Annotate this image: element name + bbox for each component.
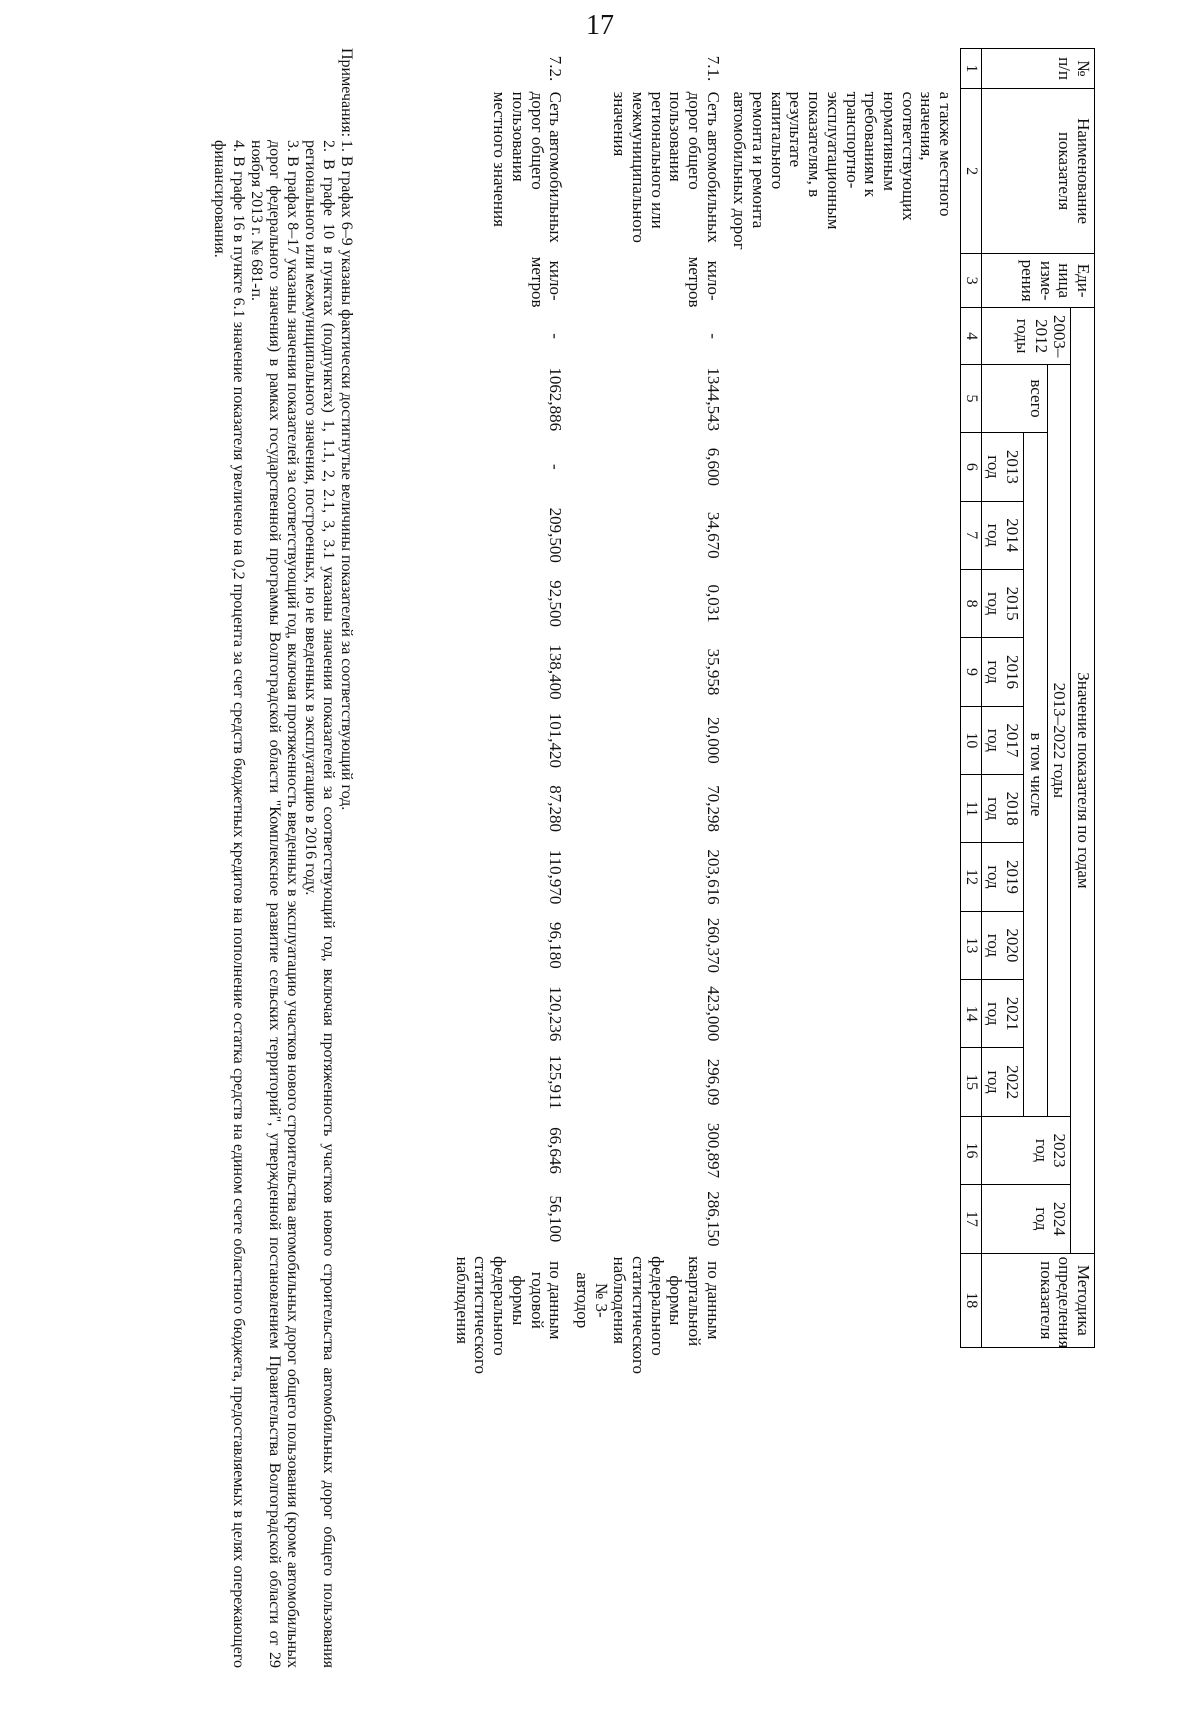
value-2016: 138,400 [546, 644, 566, 700]
note-item: 2. В графе 10 в пунктах (подпунктах) 1, 1.1, 2, 2.1, 3, 3.1 указаны значения показателей за соответствующий год, включая протяженность участков нового строительства автомобильных дорог общего пользования регионального или межмуниципального значения, построенных, но не введенных в эксплуатацию в 2016 году. [301, 140, 337, 1668]
header-year: 2022 год [981, 1048, 1023, 1116]
notes-body [210, 140, 355, 1668]
column-number: 16 [960, 1116, 981, 1184]
value-2015: 0,031 [703, 584, 723, 623]
header-incl: в том числе [1023, 433, 1047, 1117]
note-item: 3. В графах 8–17 указаны значения показателей за соответствующий год, включая протяженность введенных в эксплуатацию участков нового строительства автомобильных дорог общего пользования (кроме автомобильных дорог федерального значения) в рамках государственной программы Волгоградской области "Комплексное развитие сельских территорий", утвержденной постановлением Правительства Волгоградской области от 29 ноября 2013 г. № 681-п. [247, 140, 301, 1668]
value-2022: 125,911 [546, 1054, 566, 1110]
row-name: Сеть автомобильных дорог общего пользования регионального или межмуниципального значения [610, 91, 723, 243]
column-number: 6 [960, 433, 981, 501]
row-unit: кило-метров [527, 256, 566, 308]
column-numbers-row [960, 49, 981, 1348]
header-year: 2015 год [981, 569, 1023, 637]
header-year: 2014 год [981, 501, 1023, 569]
value-2015: 92,500 [546, 580, 566, 627]
value-2020: 96,180 [546, 922, 566, 969]
value-2024: 56,100 [546, 1195, 566, 1243]
row-no: 7.1. [703, 55, 723, 82]
header-year: 2013 год [981, 433, 1023, 501]
value-2023: 300,897 [703, 1122, 723, 1179]
table-row [570, 49, 728, 1348]
column-number: 1 [960, 49, 981, 89]
row-name: Сеть автомобильных дорог общего пользования местного значения [490, 91, 566, 243]
value-2017: 101,420 [546, 712, 566, 768]
header-no: № п/п [981, 49, 1094, 89]
column-number: 3 [960, 254, 981, 308]
value-2003-2012: - [703, 333, 723, 339]
header-method: Методика определения показателя [981, 1253, 1094, 1347]
header-year: 2017 год [981, 706, 1023, 774]
value-2023: 66,646 [546, 1127, 566, 1174]
value-2019: 203,616 [703, 849, 723, 905]
value-2021: 120,236 [546, 986, 566, 1042]
header-2023: 2023 год [981, 1116, 1071, 1184]
page-number: 17 [586, 10, 614, 41]
header-unit: Еди- ница изме- рения [981, 254, 1094, 308]
continuation-row [728, 49, 961, 1348]
row-method: по данным квартальной формы федерального статистического наблюдения № 3-автодор [572, 1256, 723, 1375]
row-no: 7.2. [546, 55, 566, 82]
note-item: 4. В графе 16 в пункте 6.1 значение показателя увеличено на 0,2 процента за счет средств бюджетных кредитов на пополнение остатка средств на едином счете областного бюджета, предоставляемых в целях опережающего финансирования. [211, 140, 247, 1668]
header-year: 2018 год [981, 775, 1023, 843]
header-year: 2021 год [981, 980, 1023, 1048]
header-period: 2013–2022 годы [1047, 364, 1071, 1116]
value-2018: 87,280 [546, 785, 566, 833]
header-year: 2020 год [981, 911, 1023, 979]
column-number: 13 [960, 911, 981, 979]
column-number: 12 [960, 843, 981, 911]
value-2016: 35,958 [703, 648, 723, 696]
value-total: 1344,543 [703, 367, 723, 432]
note-item: 1. В графах 6–9 указаны фактически достигнутые величины показателей за соответствующий год. [338, 140, 355, 811]
value-2003-2012: - [546, 333, 566, 339]
column-number: 9 [960, 638, 981, 706]
row-method: по данным годовой формы федерального статистического наблюдения [452, 1256, 566, 1375]
header-total: всего [981, 364, 1047, 432]
header-values-group: Значение показателя по годам [1071, 308, 1095, 1253]
header-year: 2019 год [981, 843, 1023, 911]
value-2013: 6,600 [703, 447, 723, 486]
column-number: 11 [960, 775, 981, 843]
column-number: 8 [960, 569, 981, 637]
header-2003-2012: 2003– 2012 годы [981, 308, 1071, 365]
column-number: 10 [960, 706, 981, 774]
continuation-text: а также местного значения, соответствующих нормативным требованиям к транспортно-эксплуатационным показателям, в результате капитального ремонта и ремонта автомобильных дорог [730, 91, 955, 250]
header-2024: 2024 год [981, 1185, 1071, 1253]
value-2014: 34,670 [703, 511, 723, 559]
column-number: 7 [960, 501, 981, 569]
column-number: 5 [960, 364, 981, 432]
value-2014: 209,500 [546, 507, 566, 563]
column-number: 15 [960, 1048, 981, 1116]
value-2020: 260,370 [703, 917, 723, 974]
value-2021: 423,000 [703, 986, 723, 1042]
value-2013: - [546, 464, 566, 470]
notes-section [210, 48, 355, 1668]
column-number: 14 [960, 980, 981, 1048]
indicators-table [450, 48, 1095, 1375]
value-2019: 110,970 [546, 849, 566, 905]
row-unit: кило-метров [685, 256, 723, 308]
rotated-page-content [135, 40, 1125, 1680]
value-2022: 296,09 [703, 1058, 723, 1106]
header-year: 2016 год [981, 638, 1023, 706]
table-row [450, 49, 570, 1348]
value-2018: 70,298 [703, 785, 723, 833]
value-2024: 286,150 [703, 1191, 723, 1247]
column-number: 17 [960, 1185, 981, 1253]
notes-label: Примечания: [338, 48, 355, 138]
value-total: 1062,886 [546, 367, 566, 432]
header-name: Наименование показателя [981, 89, 1094, 254]
column-number: 4 [960, 308, 981, 365]
column-number: 2 [960, 89, 981, 254]
column-number: 18 [960, 1253, 981, 1347]
value-2017: 20,000 [703, 716, 723, 764]
